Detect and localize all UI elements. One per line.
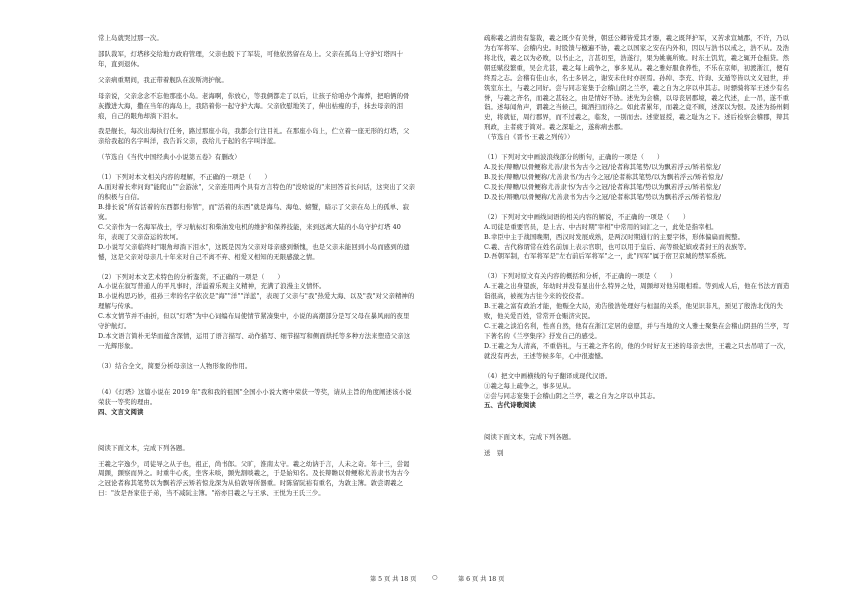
story-paragraph: 父亲病重期间，我正带着舰队在波斯湾护航。	[98, 75, 228, 84]
question-option: B.小说构思巧妙，祖孙三辈的名字依次是"海""洋""洋蓝"，表现了父亲与"我"热爱大海、以及"我"对父亲精神的理解与传承。	[98, 292, 415, 311]
question-option: A.面对着长辈问询"能爬山""会游泳"，父亲连用两个具有方言特色的"没啥说的"来回答首长问话，这突出了父亲的积极与自信。	[98, 183, 416, 202]
question-stem: （1）下列对本文相关内容的理解，不正确的一项是（ ）	[98, 173, 271, 182]
question-option: D.小说写父亲临终时"眼角却淌下泪水"，这既是因为父亲对母亲感到惭愧，也是父亲未能回到小岛而感到的遗憾，这是父亲对母亲几十年来对自己不离不弃、相爱又相知的无限感激之情。	[98, 242, 410, 261]
question-option: D.吾朝军制，右军将军是"左右前后军将军"之一，此"四军"属于宿卫京城的禁军系统。	[484, 252, 731, 261]
question-option: C.本文情节并不曲折，但以"灯塔"为中心词编布局使情节紧凑集中，小说的高潮部分是写父母在暴风雨的夜里守护航灯。	[98, 312, 410, 331]
story-paragraph: 我是舰长，每次出海执行任务，路过那座小岛，我都会行注目礼。在那座小岛上，伫立着一座无形的灯塔，父亲给我起的名字叫洋，我告诉父亲，我给儿子起的名字叫洋蓝。	[98, 127, 410, 146]
question-option: A.小说在叙写普通人的平凡事时，洋溢着乐观主义精神，充满了浪漫主义情怀。	[98, 282, 326, 291]
question-stem: （2）下列对文中画线词语的相关内容的解说，不正确的一项是（ ）	[484, 212, 690, 221]
question-option: A.及长/辩赡/以骨鲠称尤善/隶书为古今之冠/论者称其笔势/以为飘若浮云/矫若惊龙/	[484, 163, 721, 172]
question-option: D.及长/辩赡/以骨鲠称/尤善隶书为古今之冠/论者称其笔/势以为飘若浮云/矫若惊龙/	[484, 192, 722, 201]
page-number-right: 第 6 页 共 18 页	[458, 576, 505, 583]
left-column	[98, 34, 416, 499]
story-source: （节选自《当代中国经典小小说第五卷》有删改）	[98, 153, 241, 162]
question-stem: （3）结合全文，简要分析母亲这一人物形象的作用。	[98, 361, 252, 370]
question-option: C.羲、古代称谓常在姓名前加上表示官职，也可以用于皇后、高等级妃嫔或者封王的表族等。	[484, 242, 751, 251]
classical-passage: 王羲之字逸少，司徒导之从子也，祖正，尚书郎。父旷，淮南太守。羲之幼讷于言，人未之奇。年十三，尝谒周顗，顗察而异之。时重牛心炙，坐客未啖，顗先割啖羲之，于是始知名。及长辩瞻以骨鲠称尤善隶书为古今之冠论者称其笔势以为飘若浮云矫若惊龙深为从伯敦导所器重。时陈留阮裕有重名，为敦主簿。敦尝谓羲之曰："汝是吾家佳子弟，当不减阮主簿。"裕亦目羲之与王承、王悦为王氏三少。	[98, 459, 410, 498]
poem-title: 送 别	[484, 449, 504, 458]
question-option: A.司徒是重要官员，是上古、中古时期"宰相"中常用的词汇之一，此处是指宰相。	[484, 222, 718, 231]
question-option: B.王羲之富有政治才能，他赈全大局，劝告殷浩处理好与桓温的关系，他见识非凡，预见了殷浩北伐的失败，他关爱百姓，常常开仓赈济灾民。	[484, 302, 784, 321]
question-option: C.父亲作为一名海军战士，学习航标灯和柴油发电机的维护和保养技能，来到远离大陆的小岛守护灯塔 40 年，表现了父亲奋运的坎坷。	[98, 222, 401, 241]
story-paragraph: 母亲说，父亲念念不忘他那座小岛。老海啊，你放心，等我俩都走了以后，让孩子给咱办个海葬，把咱俩的骨灰撒进大海，撒在当年的海岛上，我陪着你一起守护大海。父亲欣慰地笑了，伸出枯瘦的手，抹去母亲的泪痕，自己的眼角却淌下泪水。	[98, 91, 410, 120]
question-option: B.及长/辩赡/以骨鲠称/尤善隶书/为古今之冠/论者称其笔势/以为飘若浮云/矫若惊龙/	[484, 172, 724, 181]
question-option: A.王羲之出身望族，年幼时并没有显出什么特异之处，周顗却对他另眼相看。等到成人后，他在书法方面造诣很高，被视为古往今来的佼佼者。	[484, 282, 790, 301]
circle-icon: ○	[432, 574, 438, 581]
classical-passage: 疏称羲之清贵有鉴裁，羲之既少有美誉，朝廷公卿皆爱其才器，羲之既拜护军，又苦求宣城郡，不许，乃以为右军将军、会稽内史。时股馈与檄遍不协，羲之以国家之安在内外和，因以与浩书以戒之，浩不从。及浩将北伐，羲之以为必败，以书止之，言甚切至，浩遂行，果为姚襄所败。时东土饥荒，羲之辄开仓振贷。然朝廷赋役繁重，吴会尤甚，羲之每上疏争之，事多见从。羲之雅好服食养性，不乐在京师，初渡浙江，便有终焉之志。会稽有佳山水，名士多居之，谢安未仕时亦居焉。孙绰、李充、许询、支遁等皆以文义冠世，并筑室东土，与羲之同好。尝与同志宴集于会稽山阴之兰亭，羲之自为之序以申其志。时骠骑将军王述少有名誉，与羲之齐名，而羲之甚轻之，由是情好不协。述先为会稽，以母丧居郡境，羲之代述，止一吊，遂不重诣。述每闻角声，谓羲之当候己，辄洒扫而待之。如此者累年，而羲之竟不顾，述深以为恨。及述为扬州刺史，将就征，周行郡界，而不过羲之，临发，一别而去。述蒙显授，羲之耻为之下。述后检察会稽郡，辩其刑政，主者疲于简对。羲之深耻之，遂称病去郡。	[484, 34, 790, 132]
story-paragraph: 常上岛就哭过那一次。	[98, 34, 163, 42]
translation-item: ②尝与同志宴集于会稽山阴之兰亭，羲之自为之序以申其志。	[484, 391, 660, 400]
right-column	[484, 34, 790, 459]
translation-item: ①羲之每上疏争之，事多见从。	[484, 381, 575, 390]
passage-source: （节选自《晋书·王羲之列传》）	[484, 133, 574, 142]
question-stem: （4）把文中画横线的句子翻译成现代汉语。	[484, 371, 612, 380]
page-number-left: 第 5 页 共 18 页	[370, 576, 417, 583]
question-stem: （1）下列对文中画波浪线部分的断句，正确的一项是（ ）	[484, 153, 664, 162]
question-stem: （4）《灯塔》这篇小说在 2019 年"我和我的祖国"全国小小说大赛中荣获一等奖，请从主旨的角度阐述该小说荣获一等奖的理由。	[98, 387, 412, 406]
question-option: C.及长/辩赡/以骨鲠称尤善隶书/为古今之冠/论者称其笔/势以为飘若浮云/矫若惊龙/	[484, 182, 721, 191]
read-prompt: 阅读下面文本，完成下列各题。	[484, 433, 575, 442]
question-option: D.本文语言简朴无华而蕴含深情，运用了语言描写、动作描写、细节描写和侧面烘托等多种方法来塑造父亲这一光辉形象。	[98, 332, 411, 350]
section-heading: 五、古代诗歌阅读	[484, 401, 536, 410]
question-option: D.王羲之为人清高，不重俗礼，与王羲之齐名的，他的少时好友王述的母亲去世，王羲之只去吊唁了一次，就没有再去，王述等候多年，心中很遗憾。	[484, 341, 790, 360]
story-paragraph: 部队裁军，灯塔移交给地方政府管理，父亲也脱下了军装，可他依然留在岛上。父亲在孤岛上守护灯塔四十年，直到退休。	[98, 49, 404, 68]
question-stem: （3）下列对原文有关内容的概括和分析，不正确的一项是（ ）	[484, 272, 677, 281]
section-heading: 四、文言文阅读	[98, 407, 144, 416]
question-stem: （2）下列对本文艺术特色的分析鉴赏，不正确的一项是（ ）	[98, 272, 284, 281]
question-option: C.王羲之淡泊名利，性喜自然，他有在浙江定居的意愿，并与当地的文人雅士聚集在会稽山阴县的兰亭，写下著名的《兰亭集序》抒发自己的感受。	[484, 321, 790, 340]
read-prompt: 阅读下面文本，完成下列各题。	[98, 443, 189, 452]
question-option: B.排长说"所有活着的东西都归你管"，而"活着的东西"就是海鸟、海龟、螃蟹，暗示了父亲在岛上的孤单、寂寞。	[98, 202, 410, 221]
question-option: B.幸臣中主于战国晚期，西汉时发展成熟，是两汉时期通行的主要字体，形体偏扁而规整。	[484, 232, 745, 241]
